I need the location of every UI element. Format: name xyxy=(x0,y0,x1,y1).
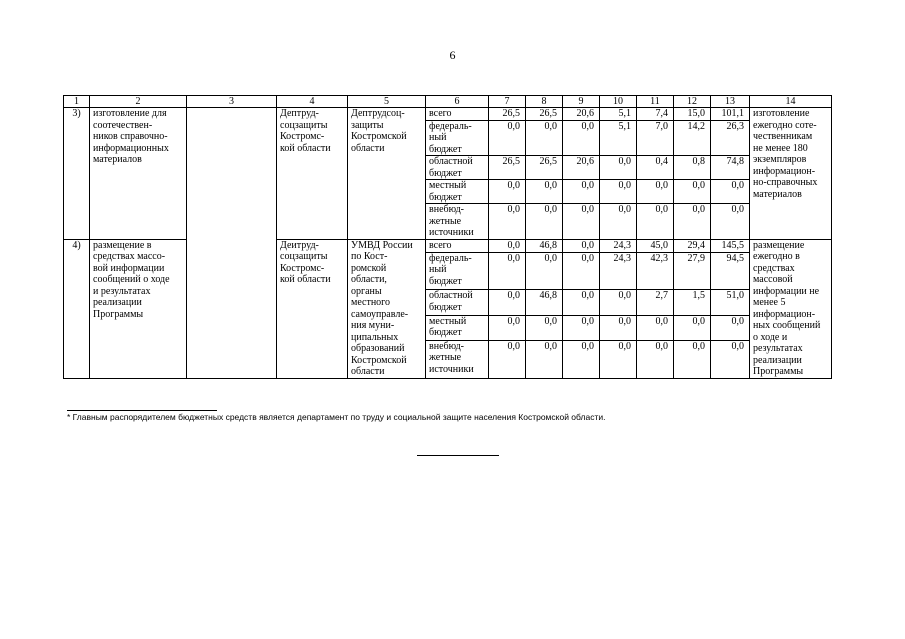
column-header: 5 xyxy=(348,96,426,108)
funding-value: 26,5 xyxy=(489,108,526,121)
co-executor: Дептрудсоц- защиты Костромской области xyxy=(348,108,426,240)
funding-value: 20,6 xyxy=(563,108,600,121)
funding-value: 14,2 xyxy=(674,120,711,156)
funding-value: 0,0 xyxy=(600,315,637,340)
funding-value: 46,8 xyxy=(526,239,563,252)
footnote: * Главным распорядителем бюджетных средств является департамент по труду и социальной защите населения Костромской области. xyxy=(67,412,606,422)
funding-value: 0,0 xyxy=(563,315,600,340)
funding-value: 0,0 xyxy=(526,180,563,204)
funding-value: 51,0 xyxy=(711,290,750,315)
funding-value: 0,0 xyxy=(600,290,637,315)
funding-value: 0,0 xyxy=(526,204,563,240)
funding-value: 0,0 xyxy=(600,340,637,378)
funding-value: 0,0 xyxy=(600,156,637,180)
footnote-separator xyxy=(67,410,217,411)
column-header: 11 xyxy=(637,96,674,108)
funding-value: 0,0 xyxy=(489,180,526,204)
end-line xyxy=(417,455,499,456)
funding-value: 7,0 xyxy=(637,120,674,156)
empty-cell xyxy=(187,108,277,379)
funding-value: 42,3 xyxy=(637,252,674,290)
funding-value: 0,0 xyxy=(711,204,750,240)
column-header: 12 xyxy=(674,96,711,108)
funding-value: 0,8 xyxy=(674,156,711,180)
expected-result: размещение ежегодно в средствах массовой информации не менее 5 информацион- ных сообщений о ходе и результатах реализации Программы xyxy=(750,239,832,378)
funding-value: 0,0 xyxy=(489,340,526,378)
funding-value: 24,3 xyxy=(600,252,637,290)
funding-value: 0,0 xyxy=(489,239,526,252)
table-row xyxy=(64,239,832,252)
co-executor: УМВД России по Кост- ромской области, органы местного самоуправле- ния муни- ципальных образований Костромской области xyxy=(348,239,426,378)
funding-value: 0,0 xyxy=(563,340,600,378)
funding-value: 26,5 xyxy=(526,108,563,121)
funding-value: 74,8 xyxy=(711,156,750,180)
column-header: 2 xyxy=(90,96,187,108)
funding-value: 0,0 xyxy=(563,120,600,156)
funding-source: федераль- ный бюджет xyxy=(426,252,489,290)
funding-value: 0,0 xyxy=(711,340,750,378)
funding-value: 0,0 xyxy=(711,315,750,340)
column-header: 1 xyxy=(64,96,90,108)
row-number: 3) xyxy=(64,108,90,240)
funding-value: 0,0 xyxy=(637,204,674,240)
funding-value: 7,4 xyxy=(637,108,674,121)
funding-value: 0,0 xyxy=(563,290,600,315)
funding-value: 45,0 xyxy=(637,239,674,252)
executor: Дептруд- соцзащиты Костромс- кой области xyxy=(277,108,348,240)
funding-value: 0,0 xyxy=(600,180,637,204)
funding-value: 0,0 xyxy=(711,180,750,204)
funding-value: 1,5 xyxy=(674,290,711,315)
funding-value: 0,0 xyxy=(526,120,563,156)
page-number: 6 xyxy=(449,48,456,62)
funding-value: 2,7 xyxy=(637,290,674,315)
column-header: 3 xyxy=(187,96,277,108)
funding-value: 27,9 xyxy=(674,252,711,290)
funding-source: внебюд- жетные источники xyxy=(426,340,489,378)
table-row xyxy=(64,108,832,121)
funding-value: 26,3 xyxy=(711,120,750,156)
funding-value: 0,0 xyxy=(563,239,600,252)
activity-name: размещение в средствах массо- вой информации сообщений о ходе и результатах реализации Программы xyxy=(90,239,187,378)
column-header: 13 xyxy=(711,96,750,108)
funding-source: местный бюджет xyxy=(426,315,489,340)
funding-value: 0,0 xyxy=(674,315,711,340)
funding-value: 0,4 xyxy=(637,156,674,180)
header-row xyxy=(64,96,832,108)
funding-value: 0,0 xyxy=(563,204,600,240)
funding-value: 0,0 xyxy=(674,340,711,378)
funding-value: 94,5 xyxy=(711,252,750,290)
column-header: 7 xyxy=(489,96,526,108)
funding-value: 0,0 xyxy=(526,252,563,290)
funding-source: областной бюджет xyxy=(426,290,489,315)
funding-value: 26,5 xyxy=(526,156,563,180)
funding-value: 29,4 xyxy=(674,239,711,252)
funding-source: всего xyxy=(426,108,489,121)
funding-value: 5,1 xyxy=(600,120,637,156)
funding-value: 145,5 xyxy=(711,239,750,252)
funding-value: 0,0 xyxy=(674,180,711,204)
funding-value: 0,0 xyxy=(600,204,637,240)
funding-value: 0,0 xyxy=(489,252,526,290)
expected-result: изготовление ежегодно соте- чественникам не менее 180 экземпляров информацион- но-справочных материалов xyxy=(750,108,832,240)
funding-value: 0,0 xyxy=(489,120,526,156)
column-header: 6 xyxy=(426,96,489,108)
funding-value: 0,0 xyxy=(637,340,674,378)
funding-value: 15,0 xyxy=(674,108,711,121)
column-header: 10 xyxy=(600,96,637,108)
funding-value: 0,0 xyxy=(563,180,600,204)
funding-value: 5,1 xyxy=(600,108,637,121)
executor: Деитруд- соцзащиты Костромс- кой области xyxy=(277,239,348,378)
funding-value: 0,0 xyxy=(489,315,526,340)
funding-value: 46,8 xyxy=(526,290,563,315)
funding-value: 0,0 xyxy=(637,180,674,204)
funding-value: 0,0 xyxy=(674,204,711,240)
funding-value: 0,0 xyxy=(526,340,563,378)
funding-value: 20,6 xyxy=(563,156,600,180)
activity-name: изготовление для соотечествен- ников справочно- информационных материалов xyxy=(90,108,187,240)
funding-value: 0,0 xyxy=(526,315,563,340)
funding-source: областной бюджет xyxy=(426,156,489,180)
funding-source: местный бюджет xyxy=(426,180,489,204)
funding-value: 101,1 xyxy=(711,108,750,121)
column-header: 14 xyxy=(750,96,832,108)
funding-value: 0,0 xyxy=(563,252,600,290)
column-header: 4 xyxy=(277,96,348,108)
funding-value: 24,3 xyxy=(600,239,637,252)
program-activities-table xyxy=(63,95,832,379)
column-header: 9 xyxy=(563,96,600,108)
funding-source: внебюд- жетные источники xyxy=(426,204,489,240)
funding-value: 0,0 xyxy=(637,315,674,340)
funding-value: 0,0 xyxy=(489,204,526,240)
funding-value: 0,0 xyxy=(489,290,526,315)
funding-source: всего xyxy=(426,239,489,252)
funding-value: 26,5 xyxy=(489,156,526,180)
column-header: 8 xyxy=(526,96,563,108)
funding-source: федераль- ный бюджет xyxy=(426,120,489,156)
row-number: 4) xyxy=(64,239,90,378)
